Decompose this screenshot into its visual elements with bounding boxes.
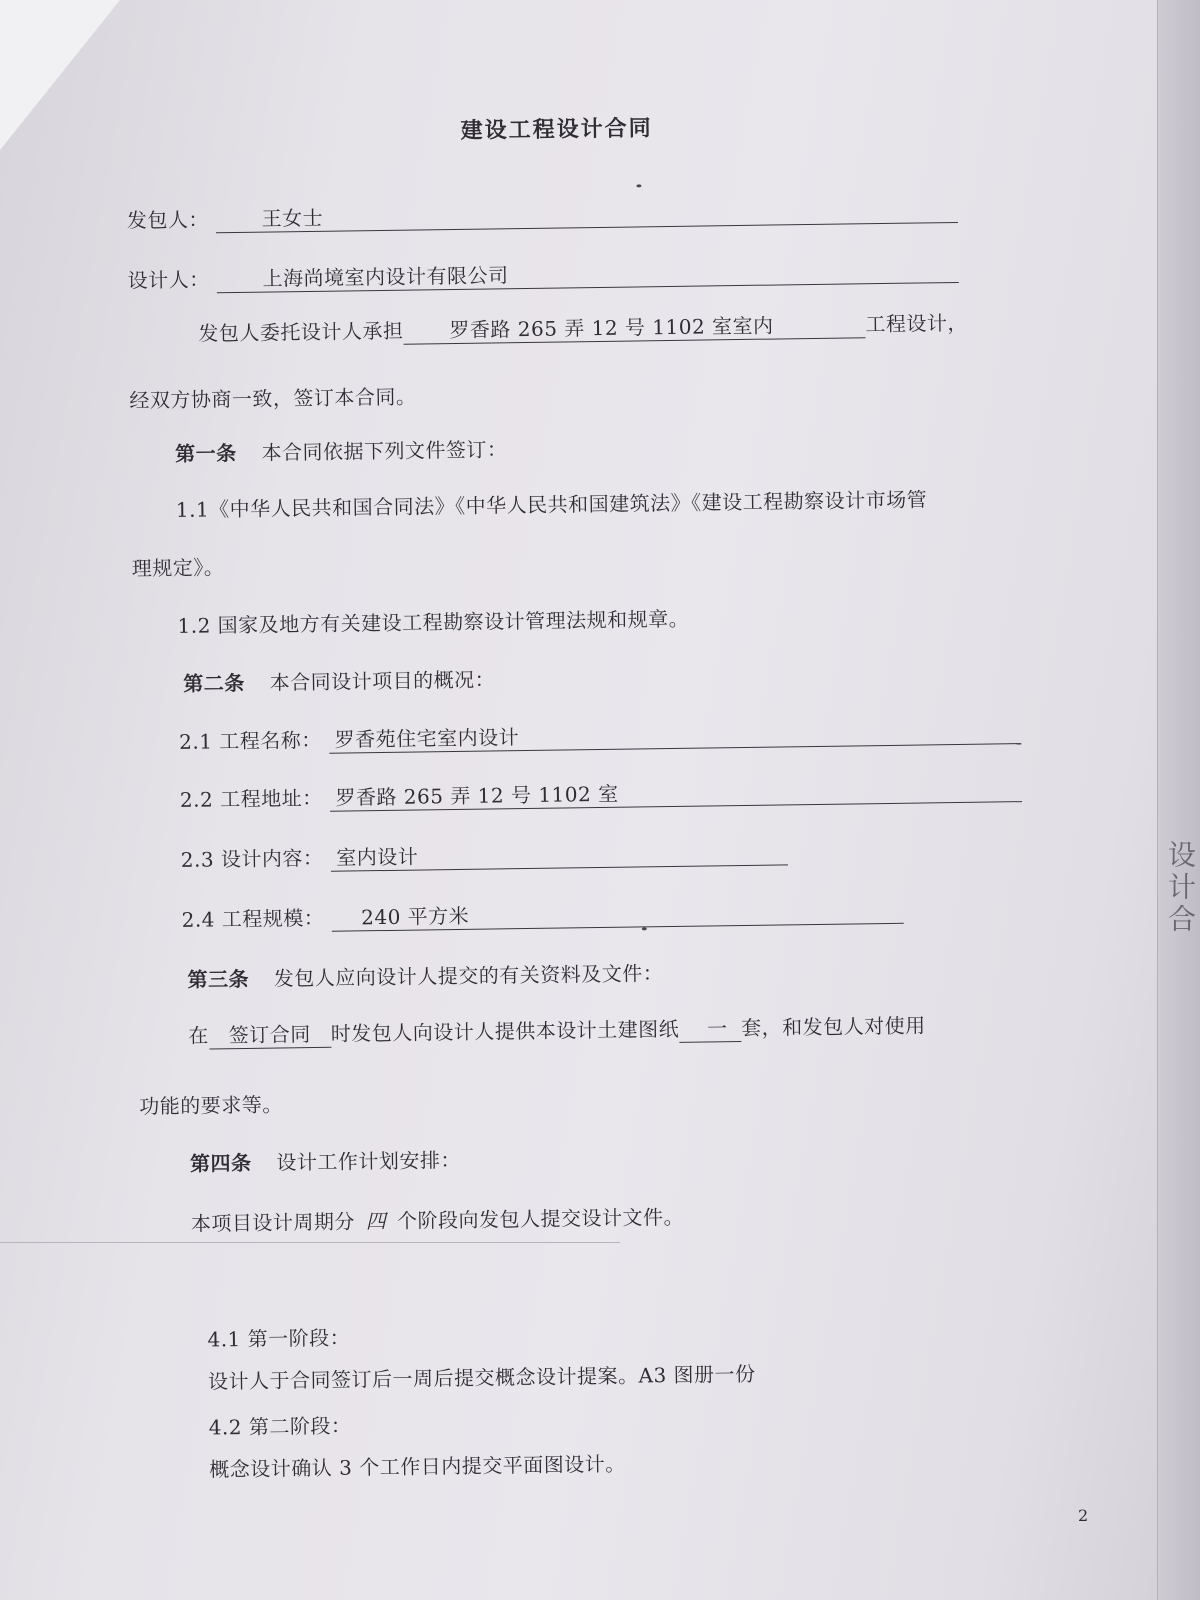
intro-project-field [403, 313, 865, 344]
project-scale-label: 2.4 工程规模： [181, 905, 325, 932]
project-address-field [329, 777, 1021, 812]
design-content-label: 2.3 设计内容： [180, 845, 324, 872]
article-1-text: 本合同依据下列文件签订： [261, 437, 508, 465]
article-1-row [175, 433, 508, 467]
designer-row [127, 253, 958, 295]
article-1-item-2: 1.2 国家及地方有关建设工程勘察设计管理法规和规章。 [177, 606, 690, 638]
article-1-item-1-cont: 理规定》。 [131, 555, 225, 581]
article-3-time: 签订合同 [228, 1022, 311, 1048]
project-scale-field [331, 899, 903, 932]
stage-2-heading: 4.2 第二阶段： [208, 1413, 352, 1440]
article-1-item-1: 1.1《中华人民共和国合同法》《中华人民共和国建筑法》《建设工程勘察设计市场管 [175, 487, 928, 522]
intro-suffix: 工程设计， [865, 310, 969, 337]
article-3-count-field [679, 1017, 741, 1043]
article-4-text: 设计工作计划安排： [276, 1147, 462, 1175]
article-3-count: 一 [707, 1016, 728, 1041]
article-2-text: 本合同设计项目的概况： [269, 667, 496, 695]
project-address-row [180, 772, 1022, 814]
article-3-row [187, 957, 663, 993]
article-1-heading: 第一条 [174, 441, 237, 466]
article-4-row [190, 1144, 461, 1177]
intro-prefix: 发包人委托设计人承担 [198, 318, 404, 346]
designer-label: 设计人： [127, 267, 210, 293]
article-3-prefix: 在 [188, 1023, 209, 1048]
article-2-row [183, 663, 495, 696]
stage-2-text: 概念设计确认 3 个工作日内提交平面图设计。 [209, 1451, 626, 1482]
project-scale-value: 240 平方米 [360, 903, 470, 930]
article-2-heading: 第二条 [183, 670, 245, 696]
article-4-heading: 第四条 [189, 1150, 252, 1176]
intro-project: 罗香路 265 弄 12 号 1102 室室内 [449, 313, 774, 343]
ink-speck [636, 184, 641, 187]
page-number: 2 [1078, 1506, 1089, 1525]
stage-1-text: 设计人于合同签订后一周后提交概念设计提案。A3 图册一份 [207, 1361, 756, 1394]
intro-line-1 [198, 307, 968, 348]
project-name-label: 2.1 工程名称： [178, 727, 322, 754]
fold-line [0, 1242, 620, 1243]
designer-field [216, 258, 958, 293]
margin-handwriting: 设计合 [1164, 840, 1197, 936]
article-4-prefix: 本项目设计周期分 [190, 1209, 356, 1236]
project-name-field [329, 719, 1021, 754]
article-3-mid: 时发包人向设计人提供本设计土建图纸 [330, 1016, 680, 1046]
article-3-text: 发包人应向设计人提交的有关资料及文件： [273, 961, 664, 991]
employer-field [216, 198, 958, 233]
stages-count-handwritten: 四 [365, 1209, 387, 1234]
document-title: 建设工程设计合同 [460, 115, 653, 144]
design-content-value: 室内设计 [336, 844, 419, 870]
project-address-value: 罗香路 265 弄 12 号 1102 室 [335, 781, 619, 810]
article-3-heading: 第三条 [187, 966, 250, 992]
article-3-time-field [209, 1023, 331, 1050]
project-name-row [179, 714, 1021, 756]
project-name-value: 罗香苑住宅室内设计 [334, 725, 520, 752]
design-content-field [330, 840, 787, 871]
stage-1-heading: 4.1 第一阶段： [207, 1325, 351, 1352]
employer-value: 王女士 [261, 205, 324, 231]
article-4-schedule-line [191, 1201, 685, 1237]
article-3-line-2: 功能的要求等。 [139, 1092, 283, 1119]
ink-speck [642, 927, 647, 930]
project-scale-row [181, 894, 903, 934]
employer-row [127, 193, 958, 235]
article-3-line-1 [188, 1009, 926, 1049]
project-address-label: 2.2 工程地址： [179, 785, 323, 812]
article-3-suffix: 套，和发包人对使用 [741, 1013, 926, 1041]
intro-line-2: 经双方协商一致，签订本合同。 [129, 384, 417, 413]
employer-label: 发包人： [126, 207, 210, 233]
designer-value: 上海尚境室内设计有限公司 [262, 263, 509, 291]
design-content-row [181, 835, 788, 873]
article-4-suffix: 个阶段向发包人提交设计文件。 [396, 1204, 685, 1233]
